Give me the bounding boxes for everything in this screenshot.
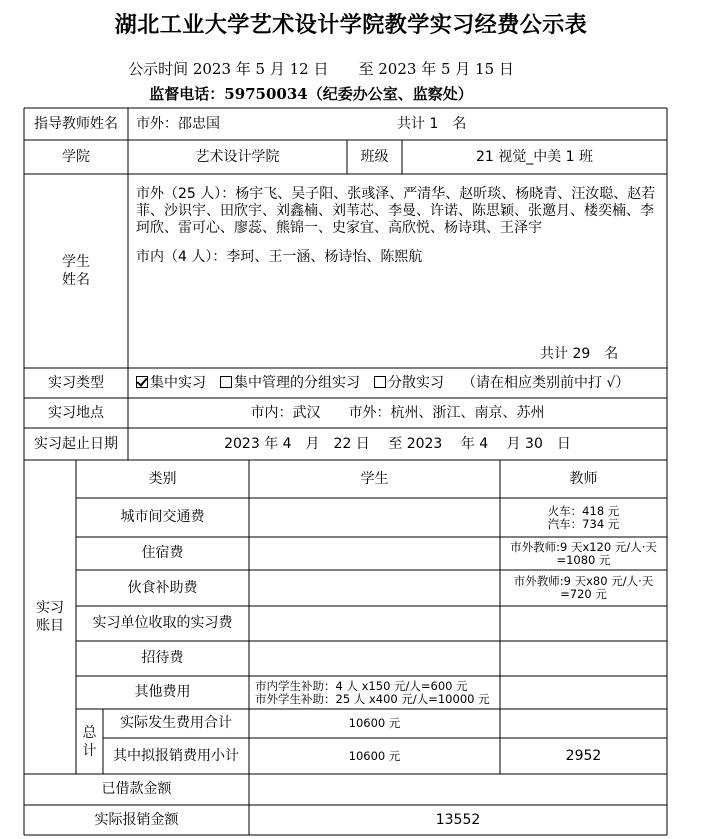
teacher-meals: 市外教师:9 天x80 元/人·天 =720 元 bbox=[513, 574, 654, 601]
supervision-hotline: 监督电话：59750034（纪委办公室、监察处） bbox=[149, 85, 473, 103]
actual-cost-label: 实际发生费用合计 bbox=[120, 715, 232, 731]
student-names bbox=[136, 186, 660, 266]
college-label: 学院 bbox=[62, 148, 90, 165]
col-header-teacher: 教师 bbox=[569, 470, 598, 487]
category-other: 其他费用 bbox=[134, 684, 191, 700]
students-total: 共计 29 名 bbox=[540, 345, 619, 362]
internship-type-options bbox=[136, 368, 666, 398]
col-header-student: 学生 bbox=[360, 470, 389, 487]
location-label: 实习地点 bbox=[48, 404, 104, 421]
category-unit-fee: 实习单位收取的实习费 bbox=[92, 615, 233, 631]
students-label-line1: 学生 bbox=[62, 254, 90, 270]
claim-subtotal-label: 其中拟报销费用小计 bbox=[113, 747, 239, 764]
reimbursed-value: 13552 bbox=[435, 811, 481, 828]
reimbursed-label: 实际报销金额 bbox=[94, 811, 179, 828]
category-lodging: 住宿费 bbox=[141, 545, 184, 561]
class-label: 班级 bbox=[360, 148, 389, 165]
teacher-lodging: 市外教师:9 天x120 元/人·天 =1080 元 bbox=[510, 539, 657, 567]
checkbox-checked-icon bbox=[136, 376, 148, 388]
students-inside: 市内（4 人）：李珂、王一涵、杨诗怡、陈煕航 bbox=[136, 249, 423, 265]
page-title: 湖北工业大学艺术设计学院教学实习经费公示表 bbox=[114, 12, 588, 38]
actual-cost-teacher bbox=[500, 709, 667, 738]
instructor-label: 指导教师姓名 bbox=[34, 115, 118, 132]
category-hospitality: 招待费 bbox=[141, 650, 184, 666]
dates-value: 2023 年 4 月 22 日 至 2023 年 4 月 30 日 bbox=[224, 435, 571, 452]
checkbox-empty-icon bbox=[374, 376, 386, 388]
college-value: 艺术设计学院 bbox=[195, 148, 280, 165]
col-header-category: 类别 bbox=[148, 470, 177, 487]
type-option-grouped[interactable]: 集中管理的分组实习 bbox=[220, 375, 360, 392]
claim-subtotal-student: 10600 元 bbox=[348, 748, 401, 763]
student-other: 市内学生补助：4 人 x150 元/人=600 元 市外学生补助：25 人 x400 元/人=10000 元 bbox=[255, 678, 490, 706]
borrowed-label: 已借款金额 bbox=[101, 781, 172, 797]
category-transport: 城市间交通费 bbox=[120, 509, 205, 525]
internship-type-label: 实习类型 bbox=[48, 374, 104, 391]
total-label: 总 计 bbox=[82, 724, 97, 759]
students-label-line2: 姓名 bbox=[62, 272, 90, 288]
dates-label: 实习起止日期 bbox=[34, 435, 118, 452]
publicity-period: 公示时间 2023 年 5 月 12 日 至 2023 年 5 月 15 日 bbox=[128, 60, 514, 78]
type-note: （请在相应类别前中打 √） bbox=[462, 374, 630, 391]
claim-subtotal-teacher: 2952 bbox=[565, 747, 602, 764]
accounts-label bbox=[24, 460, 76, 774]
instructor-value: 市外：邵忠国 bbox=[136, 115, 220, 132]
accounts-label-line1: 实习 bbox=[36, 600, 64, 616]
instructor-total: 共计 1 名 bbox=[397, 115, 467, 132]
type-option-dispersed[interactable]: 分散实习 bbox=[374, 375, 444, 392]
actual-cost-student: 10600 元 bbox=[348, 716, 401, 730]
type-option-centralized[interactable]: 集中实习 bbox=[136, 375, 206, 392]
class-value: 21 视觉_中美 1 班 bbox=[475, 148, 594, 165]
borrowed-value bbox=[249, 774, 667, 805]
students-outside: 市外（25 人）：杨宇飞、吴子阳、张彧泽、严清华、赵昕琰、杨晓青、汪汝聪、赵若菲、沙识宇、田欣宇、刘鑫楠、刘苇芯、李曼、许诺、陈思颖、张邀月、楼奕楠、李珂欣、雷可心、廖蕊、熊锦一、史家宜、高欣悦、杨诗琪、王泽宇 bbox=[136, 186, 656, 236]
checkbox-empty-icon bbox=[220, 376, 232, 388]
accounts-label-line2: 账目 bbox=[36, 618, 64, 634]
teacher-transport: 火车：418 元 汽车：734 元 bbox=[547, 503, 620, 531]
location-value: 市内：武汉 市外：杭州、浙江、南京、苏州 bbox=[250, 404, 545, 421]
students-label bbox=[24, 174, 128, 368]
category-meals: 伙食补助费 bbox=[127, 579, 198, 596]
